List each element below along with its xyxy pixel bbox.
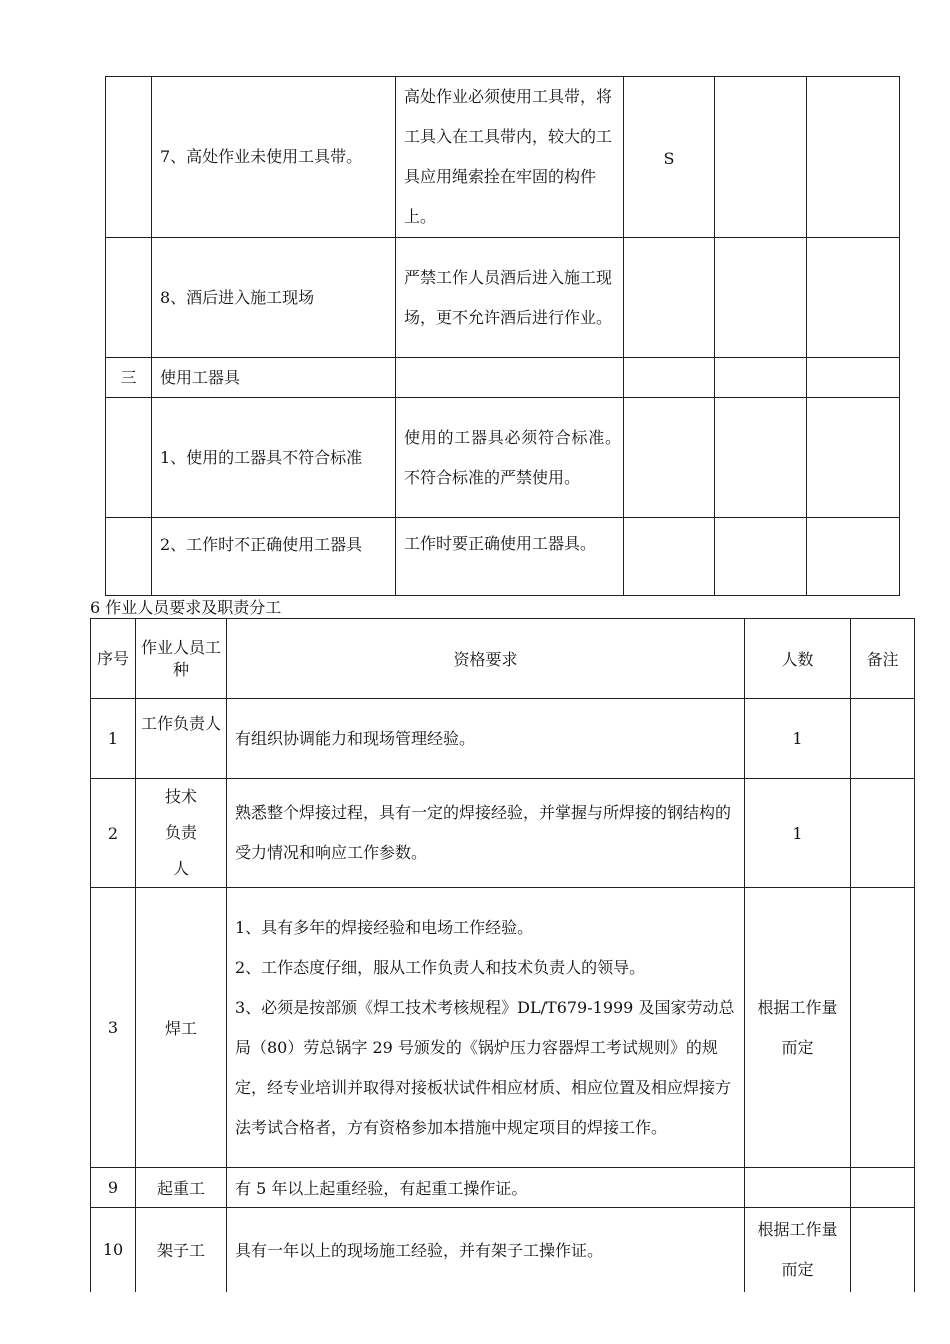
staff-type-cell	[136, 1168, 227, 1208]
empty-cell	[715, 77, 807, 238]
staff-count: 1	[792, 823, 803, 843]
staff-type: 技术负责人	[164, 787, 197, 878]
hazard-item-cell	[152, 518, 396, 596]
control-measure: 工作时要正确使用工器具。	[404, 534, 597, 553]
staff-no-cell	[91, 699, 136, 779]
requirement-line: 3、必须是按部颁《焊工技术考核规程》DL/T679-1999 及国家劳动总局（80）劳总锅字 29 号颁发的《锅炉压力容器焊工考试规则》的规定，经专业培训并取得对接板状试件相应材质、相应位置及相应焊接方法考试合格者，方有资格参加本措施中规定项目的焊接工作。	[235, 997, 735, 1137]
header-type-label: 作业人员工种	[140, 637, 221, 679]
requirement-line: 具有一年以上的现场施工经验，并有架子工操作证。	[235, 1241, 604, 1261]
table-row	[106, 398, 900, 518]
level-cell	[624, 398, 715, 518]
level-cell	[624, 518, 715, 596]
staff-type-cell	[136, 888, 227, 1168]
staff-type-cell	[136, 779, 227, 888]
staff-note-cell	[851, 1168, 915, 1208]
empty-cell	[807, 398, 900, 518]
staff-count-cell	[745, 699, 851, 779]
empty-cell	[715, 398, 807, 518]
header-no	[91, 619, 136, 699]
staff-no: 1	[107, 729, 119, 748]
hazard-item-cell	[152, 358, 396, 398]
hazard-table	[105, 76, 900, 596]
staff-count-cell	[745, 1168, 851, 1208]
requirement-line: 1、具有多年的焊接经验和电场工作经验。	[235, 917, 534, 937]
requirement-line: 有 5 年以上起重经验，有起重工操作证。	[235, 1179, 528, 1198]
requirement-line: 2、工作态度仔细，服从工作负责人和技术负责人的领导。	[235, 957, 646, 977]
staff-no: 3	[107, 1018, 119, 1037]
control-measure-cell	[396, 518, 624, 596]
header-count	[745, 619, 851, 699]
staff-req-cell	[227, 1208, 745, 1292]
table-row	[91, 779, 915, 888]
staff-note-cell	[851, 888, 915, 1168]
staff-no: 2	[107, 823, 119, 843]
hazard-item: 7、高处作业未使用工具带。	[160, 147, 363, 166]
control-measure-cell	[396, 77, 624, 238]
table-row	[91, 1168, 915, 1208]
row-number-cell	[106, 518, 152, 596]
staff-type-cell	[136, 1208, 227, 1292]
control-measure: 使用的工器具必须符合标准。不符合标准的严禁使用。	[404, 427, 621, 487]
hazard-item: 1、使用的工器具不符合标准	[160, 447, 363, 467]
staff-count: 1	[792, 729, 803, 748]
staff-type: 焊工	[164, 1019, 197, 1038]
staff-count: 根据工作量而定	[757, 1219, 838, 1279]
staff-no-cell	[91, 1168, 136, 1208]
row-number-cell	[106, 77, 152, 238]
table-row	[91, 699, 915, 779]
staff-req-cell	[227, 779, 745, 888]
staff-type: 工作负责人	[140, 714, 221, 733]
staff-no: 9	[107, 1178, 119, 1197]
header-req-label: 资格要求	[453, 650, 518, 669]
level-cell	[624, 358, 715, 398]
table-row	[106, 238, 900, 358]
empty-cell	[807, 518, 900, 596]
header-req	[227, 619, 745, 699]
empty-cell	[715, 238, 807, 358]
hazard-item: 8、酒后进入施工现场	[160, 287, 315, 307]
staff-count: 根据工作量而定	[757, 997, 838, 1057]
table-row	[91, 1208, 915, 1292]
table-row	[91, 888, 915, 1168]
level: S	[663, 149, 675, 168]
staff-no-cell	[91, 1208, 136, 1292]
staff-note-cell	[851, 779, 915, 888]
staff-count-cell	[745, 1208, 851, 1292]
header-count-label: 人数	[781, 650, 814, 669]
staff-no-cell	[91, 779, 136, 888]
table-row	[106, 358, 900, 398]
empty-cell	[807, 238, 900, 358]
header-row	[91, 619, 915, 699]
hazard-item-cell	[152, 77, 396, 238]
control-measure-cell	[396, 358, 624, 398]
row-number-cell	[106, 358, 152, 398]
row-number: 三	[120, 367, 137, 387]
row-number-cell	[106, 398, 152, 518]
header-no-label: 序号	[97, 648, 130, 668]
staff-note-cell	[851, 699, 915, 779]
hazard-item-cell	[152, 238, 396, 358]
section-title: 6 作业人员要求及职责分工	[90, 598, 282, 617]
requirement-line: 有组织协调能力和现场管理经验。	[235, 728, 476, 748]
level-cell	[624, 238, 715, 358]
table-row	[106, 518, 900, 596]
staff-no: 10	[102, 1240, 124, 1260]
staff-count-cell	[745, 779, 851, 888]
empty-cell	[715, 358, 807, 398]
empty-cell	[807, 77, 900, 238]
staff-table	[90, 618, 915, 1292]
control-measure-cell	[396, 398, 624, 518]
staff-req-cell	[227, 699, 745, 779]
requirement-line: 熟悉整个焊接过程，具有一定的焊接经验，并掌握与所焊接的钢结构的受力情况和响应工作参数。	[235, 803, 732, 862]
header-type	[136, 619, 227, 699]
empty-cell	[807, 358, 900, 398]
staff-type-cell	[136, 699, 227, 779]
empty-cell	[715, 518, 807, 596]
level-cell	[624, 77, 715, 238]
staff-type: 起重工	[156, 1179, 205, 1198]
control-measure-cell	[396, 238, 624, 358]
staff-req-cell	[227, 888, 745, 1168]
hazard-item: 2、工作时不正确使用工器具	[160, 535, 363, 554]
hazard-item-cell	[152, 398, 396, 518]
header-note	[851, 619, 915, 699]
staff-note-cell	[851, 1208, 915, 1292]
staff-req-cell	[227, 1168, 745, 1208]
table-row	[106, 77, 900, 238]
control-measure: 严禁工作人员酒后进入施工现场，更不允许酒后进行作业。	[404, 267, 613, 327]
hazard-item: 使用工器具	[160, 367, 241, 387]
control-measure: 高处作业必须使用工具带，将工具入在工具带内，较大的工具应用绳索拴在牢固的构件上。	[404, 87, 613, 226]
row-number-cell	[106, 238, 152, 358]
header-note-label: 备注	[866, 650, 899, 669]
staff-type: 架子工	[156, 1241, 205, 1261]
staff-no-cell	[91, 888, 136, 1168]
staff-count-cell	[745, 888, 851, 1168]
